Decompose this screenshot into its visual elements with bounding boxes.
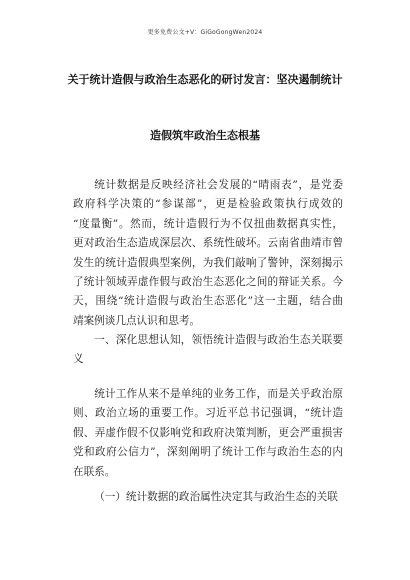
paragraph-line: 政府科学决策的“参谋部”，更是检验政策执行成效的 xyxy=(73,198,343,211)
paragraph-line: 党和政府公信力”，深刻阐明了统计工作与政治生态的内 xyxy=(73,446,343,459)
section-heading-line: 一、深化思想认知，领悟统计造假与政治生态关联要 xyxy=(94,334,343,346)
document-title-line-1: 关于统计造假与政治生态恶化的研讨发言：坚决遏制统计 xyxy=(67,73,343,86)
header-note: 更多免费公文+V：GiGoGongWen2024 xyxy=(147,29,263,36)
document-title-line-2: 造假筑牢政治生态根基 xyxy=(150,129,260,142)
paragraph-line: 统计工作从来不是单纯的业务工作，而是关乎政治原 xyxy=(94,388,343,400)
subsection-heading-line: （一）统计数据的政治属性决定其与政治生态的关联 xyxy=(94,491,338,503)
paragraph-line: 了统计领域弄虚作假与政治生态恶化之间的辩证关系。今 xyxy=(73,276,343,289)
paragraph-line: 更对政治生态造成深层次、系统性破坏。云南省曲靖市曾 xyxy=(73,237,343,250)
paragraph-line: 在联系。 xyxy=(73,465,116,478)
paragraph-line: “度量衡”。然而，统计造假行为不仅扭曲数据真实性， xyxy=(73,217,343,230)
paragraph-line: 则、政治立场的重要工作。习近平总书记强调，“统计造 xyxy=(73,407,343,420)
paragraph-line: 天，围绕“统计造假与政治生态恶化”这一主题，结合曲 xyxy=(73,295,343,308)
paragraph-line: 假、弄虚作假不仅影响党和政府决策判断，更会严重损害 xyxy=(73,426,343,439)
paragraph-line: 靖案例谈几点认识和思考。 xyxy=(73,314,201,327)
section-heading-1 xyxy=(73,331,343,370)
paragraph-intro xyxy=(73,176,343,331)
subsection-heading-1 xyxy=(73,488,343,507)
paragraph-line: 统计数据是反映经济社会发展的“晴雨表”，是党委 xyxy=(94,179,343,191)
section-heading-line: 义 xyxy=(73,353,84,366)
paragraph-line: 发生的统计造假典型案例，为我们敲响了警钟，深刻揭示 xyxy=(73,256,343,269)
paragraph-statistics-work xyxy=(73,385,343,482)
